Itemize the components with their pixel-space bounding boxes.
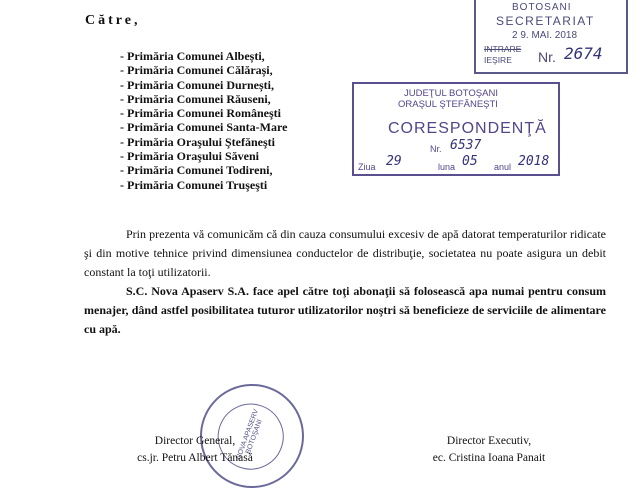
- stamp-nr-value: 6537: [450, 138, 482, 153]
- recipient-item: - Primăria Oraşului Săveni: [120, 149, 259, 164]
- recipient-item: - Primăria Comunei Albești,: [120, 49, 265, 63]
- recipient-item: - Primăria Comunei Durnești,: [120, 77, 274, 92]
- stamp-line-secretariat: SECRETARIAT: [496, 14, 595, 28]
- recipient-item: - Primăria Comunei Todireni,: [120, 163, 273, 178]
- recipient-item: - Primăria Comunei Româneşti: [120, 106, 281, 121]
- stamp-luna-label: luna: [438, 162, 456, 172]
- director-general-title: Director General,: [154, 435, 236, 447]
- paragraph-appeal: S.C. Nova Apaserv S.A. face apel către toţi abonaţii să folosească apa numai pentru consum menajer, dând astfel posibilitatea tuturor utilizatorilor noştri să beneficieze de serviciile de alimentare cu apă.: [84, 284, 606, 336]
- stamp-ziua-label: Ziua: [358, 162, 376, 172]
- director-general-name: cs.jr. Petru Albert Tănasă: [137, 452, 253, 464]
- stamp-judet: JUDEŢUL BOTOŞANI: [404, 88, 498, 99]
- recipient-list: [120, 49, 287, 192]
- recipient-item: - Primăria Comunei Călărași,: [120, 63, 273, 78]
- company-seal-text: NOVA APASERV BOTOŞANI: [235, 408, 264, 461]
- recipient-item: - Primăria Comunei Santa-Mare: [120, 120, 288, 135]
- signature-left: [100, 433, 290, 467]
- stamp-date: 2 9. MAI. 2018: [512, 30, 578, 41]
- paragraph-consumption: Prin prezenta vă comunicăm că din cauza consumului excesiv de apă datorat temperaturilor ridicate şi din motive tehnice privind dimensiunea conductelor de distribuţie, societatea nu poate asigura un debit constant la toţi utilizatorii.: [84, 227, 606, 279]
- corespondenta-stamp: [352, 82, 560, 176]
- recipient-item: - Primăria Oraşului Ştefăneşti: [120, 134, 275, 149]
- stamp-nr-value: 2674: [564, 44, 603, 63]
- signature-right: [394, 433, 584, 467]
- stamp-corespondenta-title: CORESPONDENŢĂ: [388, 120, 547, 137]
- director-executiv-title: Director Executiv,: [446, 435, 532, 447]
- director-executiv-name: ec. Cristina Ioana Panait: [432, 452, 546, 464]
- stamp-nr-label: Nr.: [430, 144, 442, 154]
- recipient-item: - Primăria Comunei Răuseni,: [120, 91, 271, 106]
- stamp-intrare: INTRARE: [484, 44, 522, 54]
- recipient-item: - Primăria Comunei Truşeşti: [120, 177, 268, 192]
- salutation: Către,: [85, 13, 141, 28]
- stamp-anul-value: 2018: [518, 154, 550, 169]
- stamp-anul-label: anul: [494, 162, 512, 172]
- stamp-line-botosani: BOTOSANI: [512, 2, 572, 13]
- stamp-luna-value: 05: [462, 154, 478, 169]
- stamp-iesire: IEŞIRE: [484, 55, 512, 65]
- secretariat-stamp: [474, 0, 628, 74]
- stamp-ziua-value: 29: [386, 154, 402, 169]
- stamp-nr-label: Nr.: [538, 49, 556, 65]
- stamp-oras: ORAŞUL ŞTEFĂNEŞTI: [398, 99, 498, 110]
